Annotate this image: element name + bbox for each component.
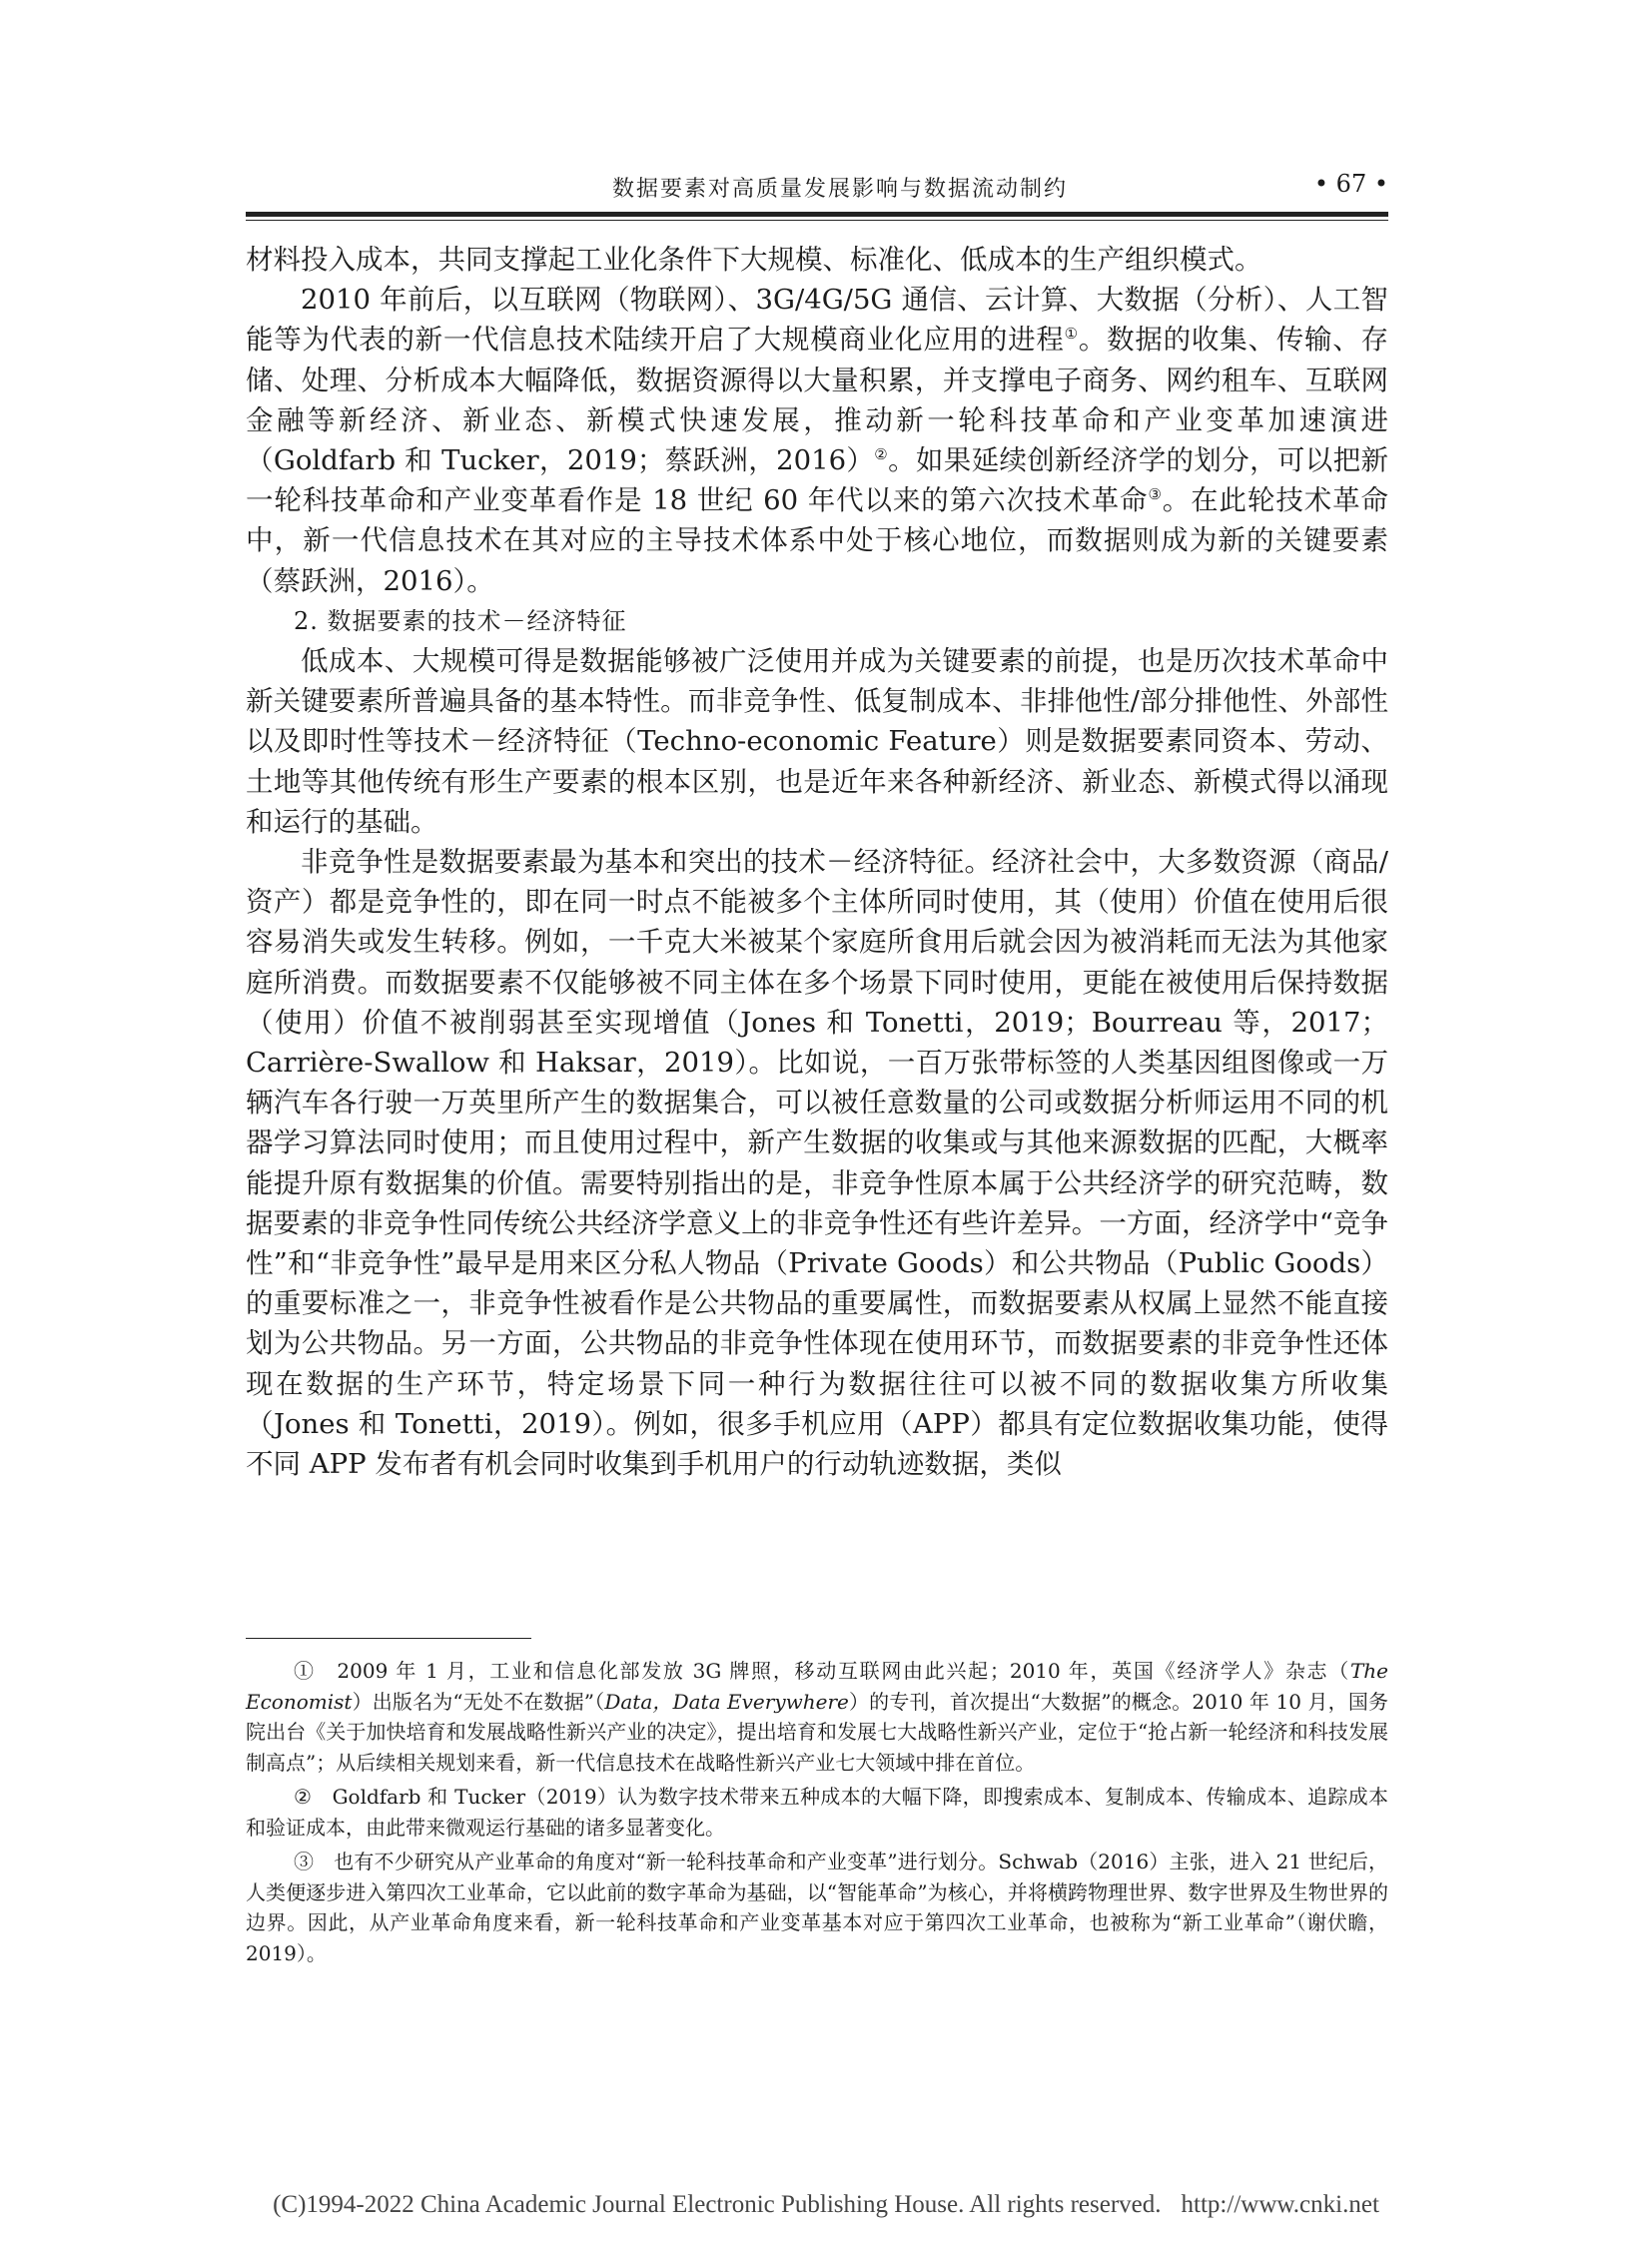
paragraph-2010: 2010 年前后，以互联网（物联网）、3G/4G/5G 通信、云计算、大数据（分析）、人工智能等为代表的新一代信息技术陆续开启了大规模商业化应用的进程①。数据的收集、传输、存储、处理、分析成本大幅降低，数据资源得以大量积累，并支撑电子商务、网约租车、互联网金融等新经济、新业态、新模式快速发展，推动新一轮科技革命和产业变革加速演进（Goldfarb 和 Tucker，2019；蔡跃洲，2016）②。如果延续创新经济学的划分，可以把新一轮科技革命和产业变革看作是 18 世纪 60 年代以来的第六次技术革命③。在此轮技术革命中，新一代信息技术在其对应的主导技术体系中处于核心地位，而数据则成为新的关键要素（蔡跃洲，2016）。 xyxy=(246,284,1389,597)
paragraph-continued: 材料投入成本，共同支撑起工业化条件下大规模、标准化、低成本的生产组织模式。 xyxy=(246,244,1262,276)
body-text xyxy=(246,240,1388,1484)
footnote-3: ③ 也有不少研究从产业革命的角度对“新一轮科技革命和产业变革”进行划分。Schwab（2016）主张，进入 21 世纪后，人类便逐步进入第四次工业革命，它以此前的数字革命为基础，以“智能革命”为核心，并将横跨物理世界、数字世界及生物世界的边界。因此，从产业革命角度来看，新一轮科技革命和产业变革基本对应于第四次工业革命，也被称为“新工业革命”（谢伏瞻，2019）。 xyxy=(246,1850,1388,1965)
footnote-ref-2[interactable]: ② xyxy=(874,444,889,463)
copyright-text: (C)1994-2022 China Academic Journal Electronic Publishing House. All rights reserved. xyxy=(273,2191,1162,2218)
footnote-ref-3[interactable]: ③ xyxy=(1148,485,1163,504)
footer-url-link[interactable]: http://www.cnki.net xyxy=(1181,2191,1379,2218)
running-header xyxy=(246,170,1388,204)
section-heading: 2. 数据要素的技术－经济特征 xyxy=(294,606,627,635)
page-number: • 67 • xyxy=(1313,170,1388,198)
copyright-footer xyxy=(0,2191,1652,2219)
footnote-2: ② Goldfarb 和 Tucker（2019）认为数字技术带来五种成本的大幅下降，即搜索成本、复制成本、传输成本、追踪成本和验证成本，由此带来微观运行基础的诸多显著变化。 xyxy=(246,1785,1388,1840)
paragraph-low-cost: 低成本、大规模可得是数据能够被广泛使用并成为关键要素的前提，也是历次技术革命中新关键要素所普遍具备的基本特性。而非竞争性、低复制成本、非排他性/部分排他性、外部性以及即时性等技术－经济特征（Techno-economic Feature）则是数据要素同资本、劳动、土地等其他传统有形生产要素的根本区别，也是近年来各种新经济、新业态、新模式得以涌现和运行的基础。 xyxy=(246,645,1388,838)
running-title: 数据要素对高质量发展影响与数据流动制约 xyxy=(612,177,1069,202)
header-rule-thick xyxy=(246,212,1388,217)
footnote-ref-1[interactable]: ① xyxy=(1064,325,1079,344)
footnote-separator xyxy=(246,1638,531,1639)
footnote-1: ① 2009 年 1 月，工业和信息化部发放 3G 牌照，移动互联网由此兴起；2010 年，英国《经济学人》杂志（The Economist）出版名为“无处不在数据”（Data，Data Everywhere）的专刊，首次提出“大数据”的概念。2010 年 10 月，国务院出台《关于加快培育和发展战略性新兴产业的决定》，提出培育和发展七大战略性新兴产业，定位于“抢占新一轮经济和科技发展制高点”；从后续相关规划来看，新一代信息技术在战略性新兴产业七大领域中排在首位。 xyxy=(246,1659,1388,1775)
footnotes xyxy=(246,1656,1388,1972)
paragraph-non-rivalry: 非竞争性是数据要素最为基本和突出的技术－经济特征。经济社会中，大多数资源（商品/资产）都是竞争性的，即在同一时点不能被多个主体所同时使用，其（使用）价值在使用后很容易消失或发生转移。例如，一千克大米被某个家庭所食用后就会因为被消耗而无法为其他家庭所消费。而数据要素不仅能够被不同主体在多个场景下同时使用，更能在被使用后保持数据（使用）价值不被削弱甚至实现增值（Jones 和 Tonetti，2019；Bourreau 等，2017；Carrière-Swallow 和 Haksar，2019）。比如说，一百万张带标签的人类基因组图像或一万辆汽车各行驶一万英里所产生的数据集合，可以被任意数量的公司或数据分析师运用不同的机器学习算法同时使用；而且使用过程中，新产生数据的收集或与其他来源数据的匹配，大概率能提升原有数据集的价值。需要特别指出的是，非竞争性原本属于公共经济学的研究范畴，数据要素的非竞争性同传统公共经济学意义上的非竞争性还有些许差异。一方面，经济学中“竞争性”和“非竞争性”最早是用来区分私人物品（Private Goods）和公共物品（Public Goods）的重要标准之一，非竞争性被看作是公共物品的重要属性，而数据要素从权属上显然不能直接划为公共物品。另一方面，公共物品的非竞争性体现在使用环节，而数据要素的非竞争性还体现在数据的生产环节，特定场景下同一种行为数据往往可以被不同的数据收集方所收集（Jones 和 Tonetti，2019）。例如，很多手机应用（APP）都具有定位数据收集功能，使得不同 APP 发布者有机会同时收集到手机用户的行动轨迹数据，类似 xyxy=(246,846,1388,1481)
header-rule-thin xyxy=(246,220,1388,221)
